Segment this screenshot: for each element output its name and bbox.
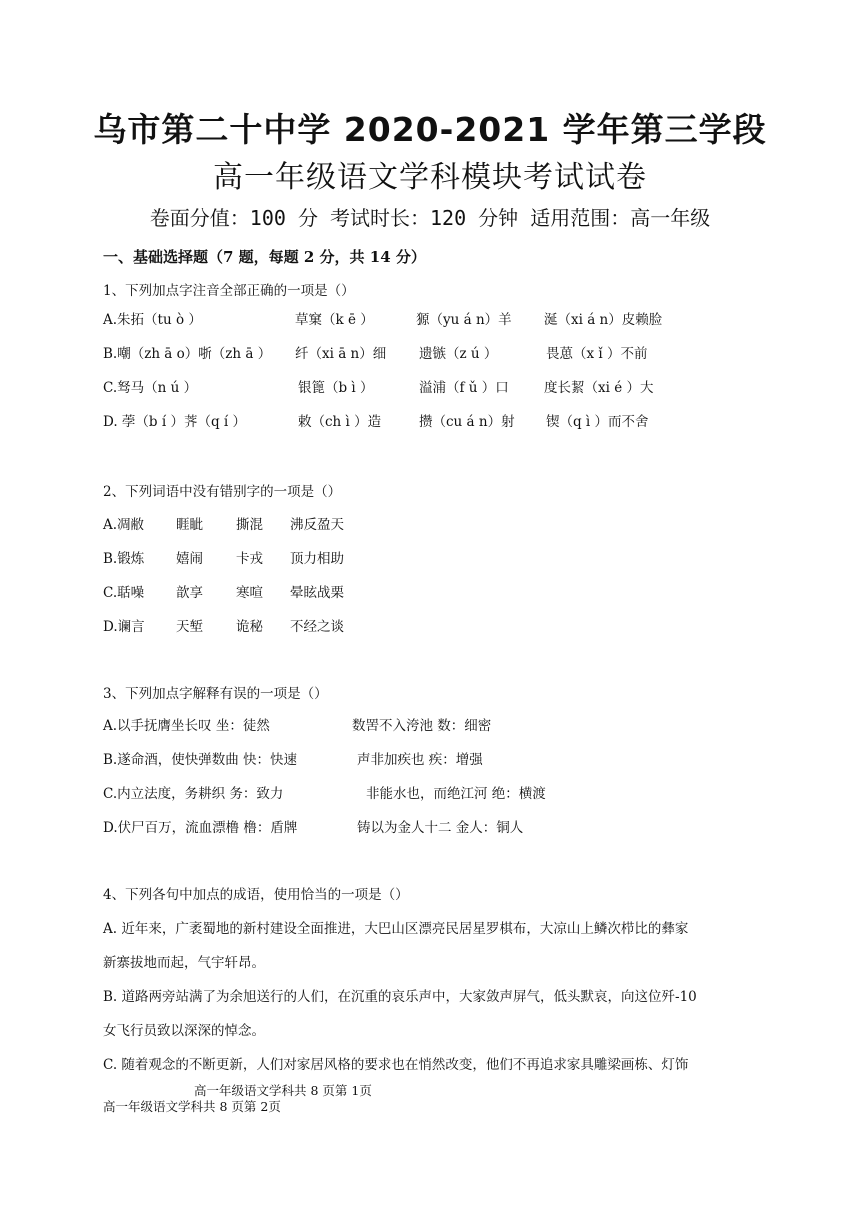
- q1-option-c-2: 银篦（b ì ）: [298, 380, 374, 396]
- footer-page-2: 高一年级语文学科共 8 页第 2页: [103, 1099, 281, 1114]
- q3-option-d-2: 铸以为金人十二 金人：铜人: [357, 820, 524, 836]
- q1-option-b-2: 纤（xi ā n）细: [295, 346, 387, 362]
- q1-option-b-1: B.嘲（zh ā o）哳（zh ā ）: [103, 346, 272, 362]
- q1-option-c-4: 度长絜（xi é ）大: [544, 380, 654, 396]
- q4-option-a-line1: A. 近年来，广袤蜀地的新村建设全面推进，大巴山区漂亮民居星罗棋布，大凉山上鳞次栉比的彝家: [103, 921, 689, 937]
- q3-option-b-1: B.遂命酒，使快弹数曲 快：快速: [103, 752, 298, 768]
- q1-option-d-2: 敕（ch ì ）造: [298, 414, 382, 430]
- q3-option-d-1: D.伏尸百万，流血漂橹 橹：盾牌: [103, 820, 298, 836]
- footer-page-1: 高一年级语文学科共 8 页第 1页: [194, 1083, 372, 1098]
- exam-title-line2: 高一年级语文学科模块考试试卷: [213, 160, 647, 195]
- q1-option-a-4: 涎（xi á n）皮赖脸: [544, 312, 663, 328]
- q2-option-d-3: 诡秘: [236, 619, 263, 635]
- q2-option-c-2: 歆享: [176, 585, 203, 601]
- question-2-stem: 2、下列词语中没有错别字的一项是（）: [103, 484, 342, 500]
- question-1-stem: 1、下列加点字注音全部正确的一项是（）: [103, 283, 355, 299]
- q2-option-d-1: D.谰言: [103, 619, 145, 635]
- q1-option-a-3: 獂（yu á n）羊: [416, 312, 512, 328]
- q3-option-b-2: 声非加疾也 疾：增强: [357, 752, 483, 768]
- q1-option-a-2: 草窠（k ē ）: [295, 312, 374, 328]
- q3-option-c-2: 非能水也，而绝江河 绝：横渡: [366, 786, 546, 802]
- q4-option-a-line2: 新寨拔地而起，气宇轩昂。: [103, 955, 265, 971]
- q2-option-a-2: 睚眦: [176, 517, 203, 533]
- q3-option-a-2: 数罟不入洿池 数：细密: [352, 718, 492, 734]
- q2-option-a-3: 撕混: [236, 517, 263, 533]
- q2-option-c-3: 寒喧: [236, 585, 263, 601]
- q1-option-d-1: D. 荸（b í ）荠（q í ）: [103, 414, 247, 430]
- q2-option-b-4: 顶力相助: [290, 551, 344, 567]
- q2-option-b-3: 卡戎: [236, 551, 263, 567]
- q1-option-c-3: 溢浦（f ǔ ）口: [419, 380, 509, 396]
- q2-option-c-1: C.聒噪: [103, 585, 145, 601]
- q1-option-b-4: 畏葸（x ǐ ）不前: [546, 346, 648, 362]
- q2-option-a-1: A.凋敝: [103, 517, 145, 533]
- q2-option-a-4: 沸反盈天: [290, 517, 344, 533]
- q1-option-b-3: 遗镞（z ú ）: [419, 346, 498, 362]
- question-4-stem: 4、下列各句中加点的成语，使用恰当的一项是（）: [103, 887, 409, 903]
- q2-option-d-4: 不经之谈: [290, 619, 344, 635]
- q4-option-b-line1: B. 道路两旁站满了为余旭送行的人们，在沉重的哀乐声中，大家敛声屏气，低头默哀，向这位歼-10: [103, 989, 697, 1005]
- q1-option-a-1: A.朱拓（tu ò ）: [103, 312, 202, 328]
- q2-option-b-2: 嬉闹: [176, 551, 203, 567]
- exam-info-line: 卷面分值：100 分 考试时长：120 分钟 适用范围：高一年级: [149, 206, 711, 230]
- q4-option-c-line1: C. 随着观念的不断更新，人们对家居风格的要求也在悄然改变，他们不再追求家具雕梁画栋、灯饰: [103, 1057, 689, 1073]
- q1-option-d-4: 锲（q ì ）而不舍: [546, 414, 649, 430]
- q4-option-b-line2: 女飞行员致以深深的悼念。: [103, 1023, 265, 1039]
- q2-option-b-1: B.锻炼: [103, 551, 145, 567]
- q2-option-d-2: 天堑: [176, 619, 203, 635]
- q3-option-c-1: C.内立法度，务耕织 务：致力: [103, 786, 284, 802]
- section-heading: 一、基础选择题（7 题，每题 2 分，共 14 分）: [103, 248, 426, 266]
- q1-option-d-3: 攒（cu á n）射: [419, 414, 515, 430]
- q3-option-a-1: A.以手抚膺坐长叹 坐：徒然: [103, 718, 270, 734]
- exam-title-line1: 乌市第二十中学 2020-2021 学年第三学段: [93, 110, 767, 149]
- q1-option-c-1: C.驽马（n ú ）: [103, 380, 198, 396]
- q2-option-c-4: 晕眩战栗: [290, 585, 344, 601]
- question-3-stem: 3、下列加点字解释有误的一项是（）: [103, 686, 328, 702]
